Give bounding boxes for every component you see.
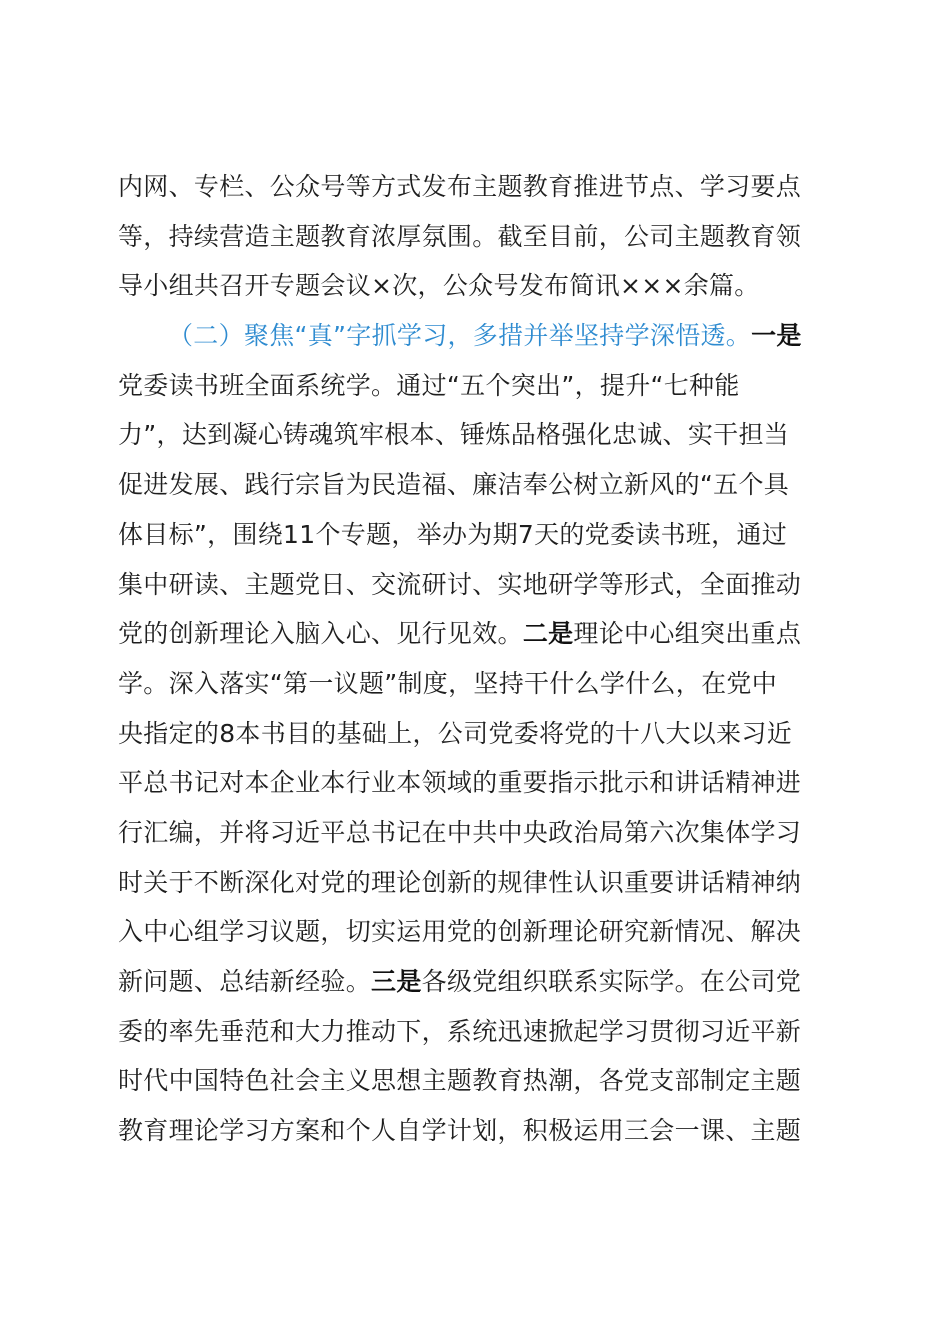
text-line: 学。深入落实“第一议题”制度，坚持干什么学什么，在党中 bbox=[118, 668, 778, 698]
text-line: 力”，达到凝心铸魂筑牢根本、锤炼品格强化忠诚、实干担当 bbox=[118, 420, 790, 450]
section-heading-line bbox=[118, 311, 833, 361]
text-line: 等，持续营造主题教育浓厚氛围。截至目前，公司主题教育领 bbox=[118, 221, 802, 251]
text-line-with-marker bbox=[118, 609, 833, 659]
point-marker-one: 一是 bbox=[751, 321, 802, 351]
text-line: 教育理论学习方案和个人自学计划，积极运用三会一课、主题 bbox=[118, 1116, 802, 1146]
text-line: 委的率先垂范和大力推动下，系统迅速掀起学习贯彻习近平新 bbox=[118, 1016, 802, 1046]
text-line: 行汇编，并将习近平总书记在中共中央政治局第六次集体学习 bbox=[118, 817, 802, 847]
text-line: 内网、专栏、公众号等方式发布主题教育推进节点、学习要点 bbox=[118, 172, 802, 201]
text-line: 入中心组学习议题，切实运用党的创新理论研究新情况、解决 bbox=[118, 917, 802, 947]
text-line: 促进发展、践行宗旨为民造福、廉洁奉公树立新风的“五个具 bbox=[118, 470, 790, 500]
text-segment: 理论中心组突出重点 bbox=[573, 619, 802, 649]
text-line: 平总书记对本企业本行业本领域的重要指示批示和讲话精神进 bbox=[118, 768, 802, 798]
text-line: 体目标”，围绕11个专题，举办为期7天的党委读书班，通过 bbox=[118, 519, 788, 549]
text-segment: 新问题、总结新经验。 bbox=[118, 967, 372, 996]
text-line: 导小组共召开专题会议×次，公众号发布简讯×××余篇。 bbox=[118, 271, 760, 301]
text-line: 党委读书班全面系统学。通过“五个突出”，提升“七种能 bbox=[118, 370, 740, 400]
document-body bbox=[118, 162, 833, 1156]
text-line: 集中研读、主题党日、交流研讨、实地研学等形式，全面推动 bbox=[118, 569, 802, 599]
point-marker-three: 三是 bbox=[371, 967, 422, 996]
text-line: 时关于不断深化对党的理论创新的规律性认识重要讲话精神纳 bbox=[118, 867, 802, 897]
section-heading: （二）聚焦“真”字抓学习，多措并举坚持学深悟透。 bbox=[168, 321, 752, 351]
text-segment: 党的创新理论入脑入心、见行见效。 bbox=[118, 619, 523, 649]
text-line: 央指定的8本书目的基础上，公司党委将党的十八大以来习近 bbox=[118, 718, 793, 748]
text-line: 时代中国特色社会主义思想主题教育热潮，各党支部制定主题 bbox=[118, 1066, 802, 1096]
point-marker-two: 二是 bbox=[522, 619, 574, 649]
text-line-with-marker bbox=[118, 957, 833, 1007]
text-segment: 各级党组织联系实际学。在公司党 bbox=[421, 967, 802, 996]
